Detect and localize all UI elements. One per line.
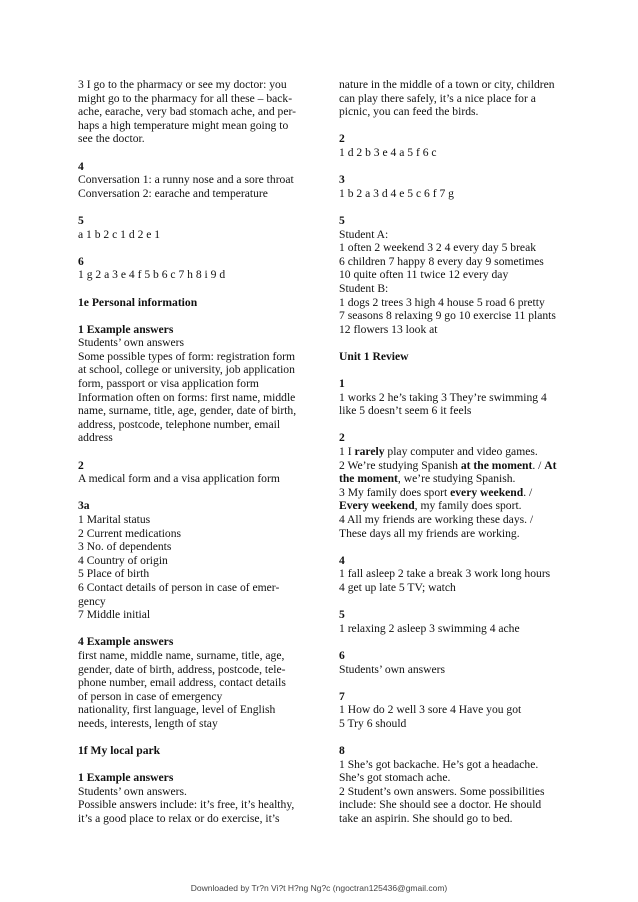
answer-line: 6 children 7 happy 8 every day 9 sometimes — [339, 254, 544, 268]
answer-line: like 5 doesn’t seem 6 it feels — [339, 404, 472, 418]
answer-line: A medical form and a visa application form — [78, 472, 280, 486]
answer-line: gender, date of birth, address, postcode, tele- — [78, 662, 286, 676]
answer-line: She’s got stomach ache. — [339, 771, 451, 785]
answer-line: Student B: — [339, 281, 389, 295]
answer-line: 4 All my friends are working these days. / — [339, 513, 534, 526]
answer-line: of person in case of emergency — [78, 689, 223, 703]
answer-line: picnic, you can feed the birds. — [339, 105, 479, 119]
answer-section — [78, 771, 316, 825]
text-fragment: 1 I — [339, 445, 355, 459]
answer-line: nationality, first language, level of English — [78, 703, 276, 717]
answer-section — [78, 459, 316, 486]
section-heading: 7 — [339, 689, 345, 703]
answer-line: These days all my friends are working. — [339, 526, 520, 540]
answer-line: address, postcode, telephone number, email — [78, 417, 281, 431]
section-heading: 2 — [339, 431, 345, 445]
answer-line: 1 dogs 2 trees 3 high 4 house 5 road 6 pretty — [339, 295, 545, 309]
answer-line: haps a high temperature might mean going to — [78, 118, 289, 132]
bold-phrase: the moment — [339, 472, 398, 486]
answer-section — [78, 744, 316, 758]
answer-section — [78, 78, 316, 146]
answer-section — [339, 744, 565, 826]
answer-line: Possible answers include: it’s free, it’s healthy, — [78, 798, 295, 812]
answer-line: can play there safely, it’s a nice place for a — [339, 91, 536, 105]
answer-section — [339, 554, 565, 595]
answer-section — [339, 431, 565, 540]
answer-line: Some possible types of form: registration form — [78, 349, 296, 363]
answer-line: 4 get up late 5 TV; watch — [339, 580, 456, 594]
section-heading: 5 — [339, 213, 345, 227]
answer-line: form, passport or visa application form — [78, 377, 259, 391]
section-heading: 3 — [339, 173, 345, 187]
answer-section — [78, 296, 316, 310]
answer-line: Information often on forms: first name, middle — [78, 390, 296, 404]
answer-section — [78, 255, 316, 282]
section-heading: 2 — [339, 132, 345, 146]
answer-line: 1 b 2 a 3 d 4 e 5 c 6 f 7 g — [339, 186, 454, 200]
answer-line: name, surname, title, age, gender, date of birth, — [78, 404, 297, 418]
section-heading: 6 — [339, 648, 345, 662]
answer-section — [339, 608, 565, 635]
bold-phrase: at the moment — [460, 458, 533, 472]
answer-section — [339, 350, 565, 364]
answer-line: 1 d 2 b 3 e 4 a 5 f 6 c — [339, 145, 437, 159]
answer-section — [78, 214, 316, 241]
bold-phrase: At — [544, 458, 557, 472]
answer-line: at school, college or university, job application — [78, 363, 295, 377]
bold-phrase: every weekend — [450, 485, 524, 499]
text-fragment: . / — [523, 485, 533, 499]
answer-line: Student A: — [339, 227, 389, 241]
section-heading: Unit 1 Review — [339, 349, 409, 363]
text-fragment: play computer and video games. — [384, 445, 538, 459]
section-heading: 1 Example answers — [78, 322, 174, 336]
answer-line: Conversation 2: earache and temperature — [78, 186, 268, 200]
section-heading: 6 — [78, 254, 84, 268]
answer-line: Students’ own answers — [339, 662, 446, 676]
section-heading: 1e Personal information — [78, 295, 198, 309]
answer-line: 7 Middle initial — [78, 608, 151, 622]
answer-line: gency — [78, 594, 106, 608]
section-heading: 5 — [339, 608, 345, 622]
answer-line: address — [78, 431, 113, 445]
text-fragment: 3 My family does sport — [339, 485, 451, 499]
section-heading: 1 Example answers — [78, 771, 174, 785]
answer-section — [339, 173, 565, 200]
answer-line — [339, 445, 565, 459]
bold-phrase: Every weekend — [339, 499, 415, 513]
answer-line: first name, middle name, surname, title, age, — [78, 648, 285, 662]
answer-line: 1 Marital status — [78, 513, 151, 526]
answer-line: 2 Current medications — [78, 526, 182, 540]
answer-line: Students’ own answers. — [78, 784, 187, 798]
answer-line: 7 seasons 8 relaxing 9 go 10 exercise 11 plants — [339, 309, 556, 323]
section-heading: 4 — [339, 553, 345, 567]
answer-line: 1 fall asleep 2 take a break 3 work long hours — [339, 567, 551, 581]
answer-section — [339, 649, 565, 676]
answer-line: it’s a good place to relax or do exercise, it’s — [78, 812, 280, 826]
answer-section — [339, 377, 565, 418]
answer-section — [78, 635, 316, 730]
answer-line: 10 quite often 11 twice 12 every day — [339, 268, 509, 282]
answer-section — [339, 78, 565, 119]
download-footer: Downloaded by Tr?n Vi?t H?ng Ng?c (ngoctran125436@gmail.com) — [190, 883, 448, 893]
answer-line: take an aspirin. She should go to bed. — [339, 812, 513, 826]
answer-line: 3 No. of dependents — [78, 540, 172, 554]
bold-phrase: rarely — [354, 445, 385, 459]
answer-line: 4 Country of origin — [78, 553, 168, 567]
answer-line: 3 I go to the pharmacy or see my doctor: you — [78, 78, 287, 91]
answer-line: 6 Contact details of person in case of emer- — [78, 580, 280, 594]
answer-line: 1 works 2 he’s taking 3 They’re swimming 4 — [339, 390, 547, 404]
answer-line: 12 flowers 13 look at — [339, 322, 438, 336]
answer-line: 5 Place of birth — [78, 567, 150, 581]
section-heading: 4 Example answers — [78, 635, 174, 649]
text-fragment: , we’re studying Spanish. — [397, 472, 516, 486]
section-heading: 8 — [339, 744, 345, 758]
answer-line: phone number, email address, contact details — [78, 676, 286, 690]
answer-line: Conversation 1: a runny nose and a sore throat — [78, 173, 294, 187]
answer-line: 1 She’s got backache. He’s got a headache. — [339, 757, 539, 771]
answer-section — [339, 214, 565, 336]
answer-line — [339, 499, 565, 513]
answer-section — [78, 160, 316, 201]
answer-section — [339, 690, 565, 731]
answer-section — [78, 499, 316, 621]
answer-line: 2 Student’s own answers. Some possibilities — [339, 784, 545, 798]
section-heading: 1 — [339, 377, 345, 391]
left-column — [78, 78, 316, 839]
text-fragment: , my family does sport. — [414, 499, 522, 513]
answer-line — [339, 459, 565, 473]
answer-section — [339, 132, 565, 159]
answer-line — [339, 472, 565, 486]
section-heading: 1f My local park — [78, 744, 161, 758]
answer-line: ache, earache, very bad stomach ache, and per- — [78, 105, 296, 119]
answer-line: include: She should see a doctor. He should — [339, 798, 542, 812]
answer-line — [339, 486, 565, 500]
answer-line: 5 Try 6 should — [339, 716, 407, 730]
answer-line: Students’ own answers — [78, 336, 185, 350]
answer-line: 1 often 2 weekend 3 2 4 every day 5 break — [339, 241, 537, 255]
section-heading: 2 — [78, 458, 84, 472]
answer-line: 1 relaxing 2 asleep 3 swimming 4 ache — [339, 621, 520, 635]
answer-line: might go to the pharmacy for all these – back- — [78, 91, 293, 105]
section-heading: 5 — [78, 213, 84, 227]
answer-line: nature in the middle of a town or city, children — [339, 78, 555, 91]
answer-line: needs, interests, length of stay — [78, 716, 218, 730]
answer-section — [78, 323, 316, 445]
text-fragment: . / — [532, 458, 545, 472]
answer-line: a 1 b 2 c 1 d 2 e 1 — [78, 227, 161, 241]
right-column — [339, 78, 565, 839]
text-fragment: 2 We’re studying Spanish — [339, 458, 461, 472]
section-heading: 3a — [78, 499, 90, 513]
answer-line: see the doctor. — [78, 132, 145, 146]
answer-line: 1 g 2 a 3 e 4 f 5 b 6 c 7 h 8 i 9 d — [78, 268, 226, 282]
section-heading: 4 — [78, 159, 84, 173]
answer-line: 1 How do 2 well 3 sore 4 Have you got — [339, 703, 522, 717]
